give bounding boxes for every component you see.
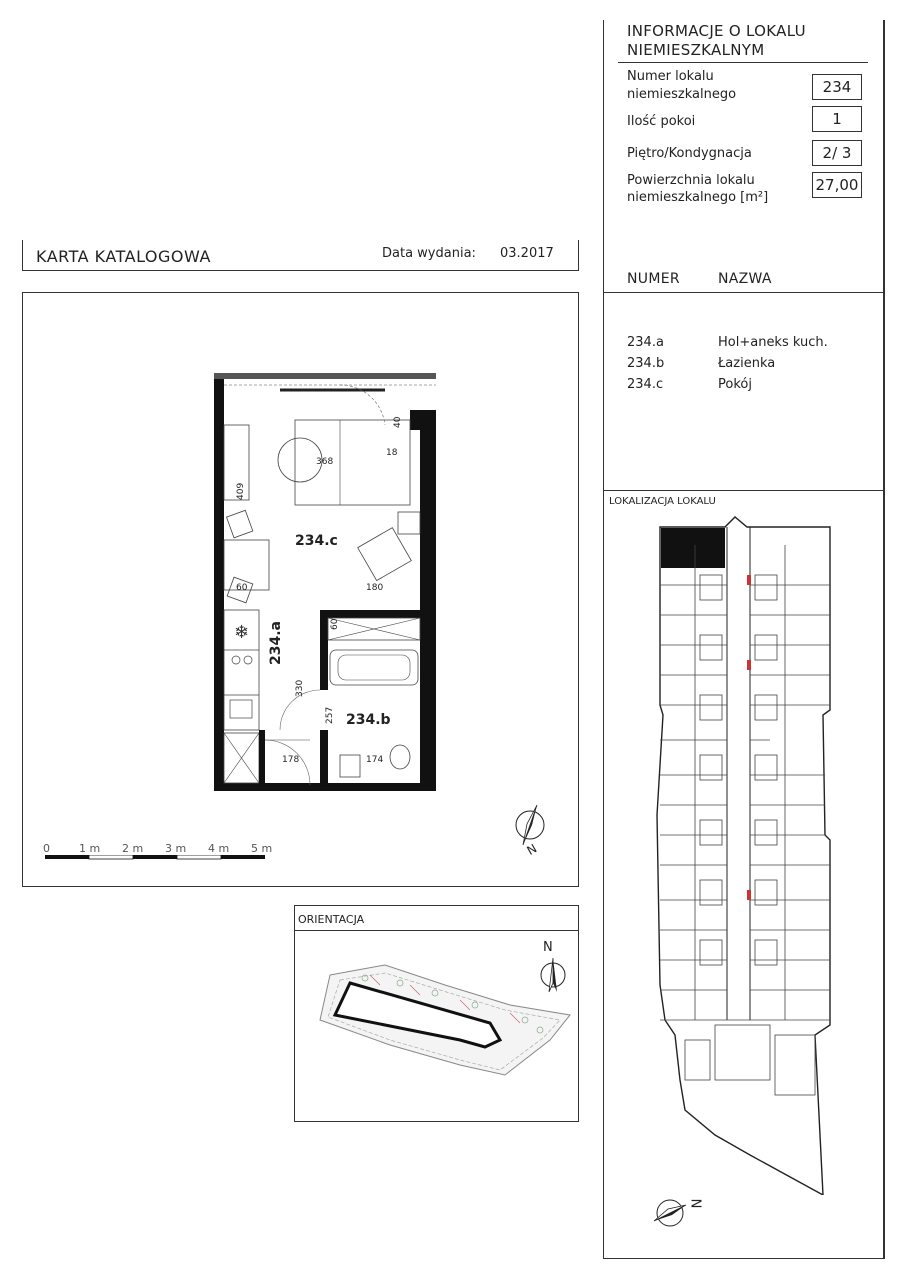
room-num-b: 234.b <box>627 356 665 371</box>
scale-bar <box>40 855 270 863</box>
dim-330: 330 <box>295 679 305 697</box>
karta-title: KARTA KATALOGOWA <box>36 247 211 266</box>
dim-180: 180 <box>366 583 384 593</box>
field-label-pow-1: Powierzchnia lokalu <box>627 173 755 188</box>
dim-60a: 60 <box>236 583 248 593</box>
svg-text:❄: ❄ <box>234 622 250 643</box>
field-value-numer: 234 <box>812 74 862 100</box>
field-label-pokoi: Ilość pokoi <box>627 114 696 129</box>
floor-plan-drawing <box>200 355 460 795</box>
room-label-234c: 234.c <box>295 533 338 549</box>
room-name-b: Łazienka <box>718 356 776 371</box>
field-label-numer-1: Numer lokalu <box>627 69 714 84</box>
dim-60b: 60 <box>330 618 340 630</box>
dim-257: 257 <box>325 706 335 724</box>
karta-date-label: Data wydania: <box>382 246 476 261</box>
orientacja-north-arrow-icon <box>533 955 573 995</box>
dim-40: 40 <box>393 416 403 428</box>
col-nazwa-header: NAZWA <box>718 271 772 287</box>
plan-north-label: N <box>524 840 539 858</box>
orientacja-title: ORIENTACJA <box>298 913 365 926</box>
room-num-a: 234.a <box>627 335 664 350</box>
dim-368: 368 <box>316 457 334 467</box>
info-title-line1: INFORMACJE O LOKALU <box>627 22 806 40</box>
lokalizacja-north-label: N <box>687 1198 703 1209</box>
dim-18: 18 <box>386 448 398 458</box>
room-name-c: Pokój <box>718 377 752 392</box>
field-value-pow: 27,00 <box>812 172 862 198</box>
scale-1: 1 m <box>79 842 101 855</box>
field-value-pietro: 2/ 3 <box>812 140 862 166</box>
scale-0: 0 <box>43 842 50 855</box>
dim-409: 409 <box>236 482 246 500</box>
room-num-c: 234.c <box>627 377 664 392</box>
orientacja-north-label: N <box>543 940 553 955</box>
field-label-numer-2: niemieszkalnego <box>627 87 737 102</box>
dim-174: 174 <box>366 755 384 765</box>
field-label-pow-2: niemieszkalnego [m²] <box>627 190 769 205</box>
karta-date-value: 03.2017 <box>500 246 554 261</box>
col-numer-header: NUMER <box>627 271 680 287</box>
field-label-pietro: Piętro/Kondygnacja <box>627 146 752 161</box>
scale-5: 5 m <box>251 842 273 855</box>
field-value-pokoi: 1 <box>812 106 862 132</box>
scale-4: 4 m <box>208 842 230 855</box>
room-label-234a: 234.a <box>268 621 284 665</box>
dim-178: 178 <box>282 755 300 765</box>
info-title-line2: NIEMIESZKALNYM <box>627 41 765 59</box>
room-name-a: Hol+aneks kuch. <box>718 335 828 350</box>
scale-3: 3 m <box>165 842 187 855</box>
building-location-plan <box>655 515 835 1195</box>
room-label-234b: 234.b <box>346 712 391 728</box>
scale-2: 2 m <box>122 842 144 855</box>
lokalizacja-title: LOKALIZACJA LOKALU <box>609 496 716 507</box>
